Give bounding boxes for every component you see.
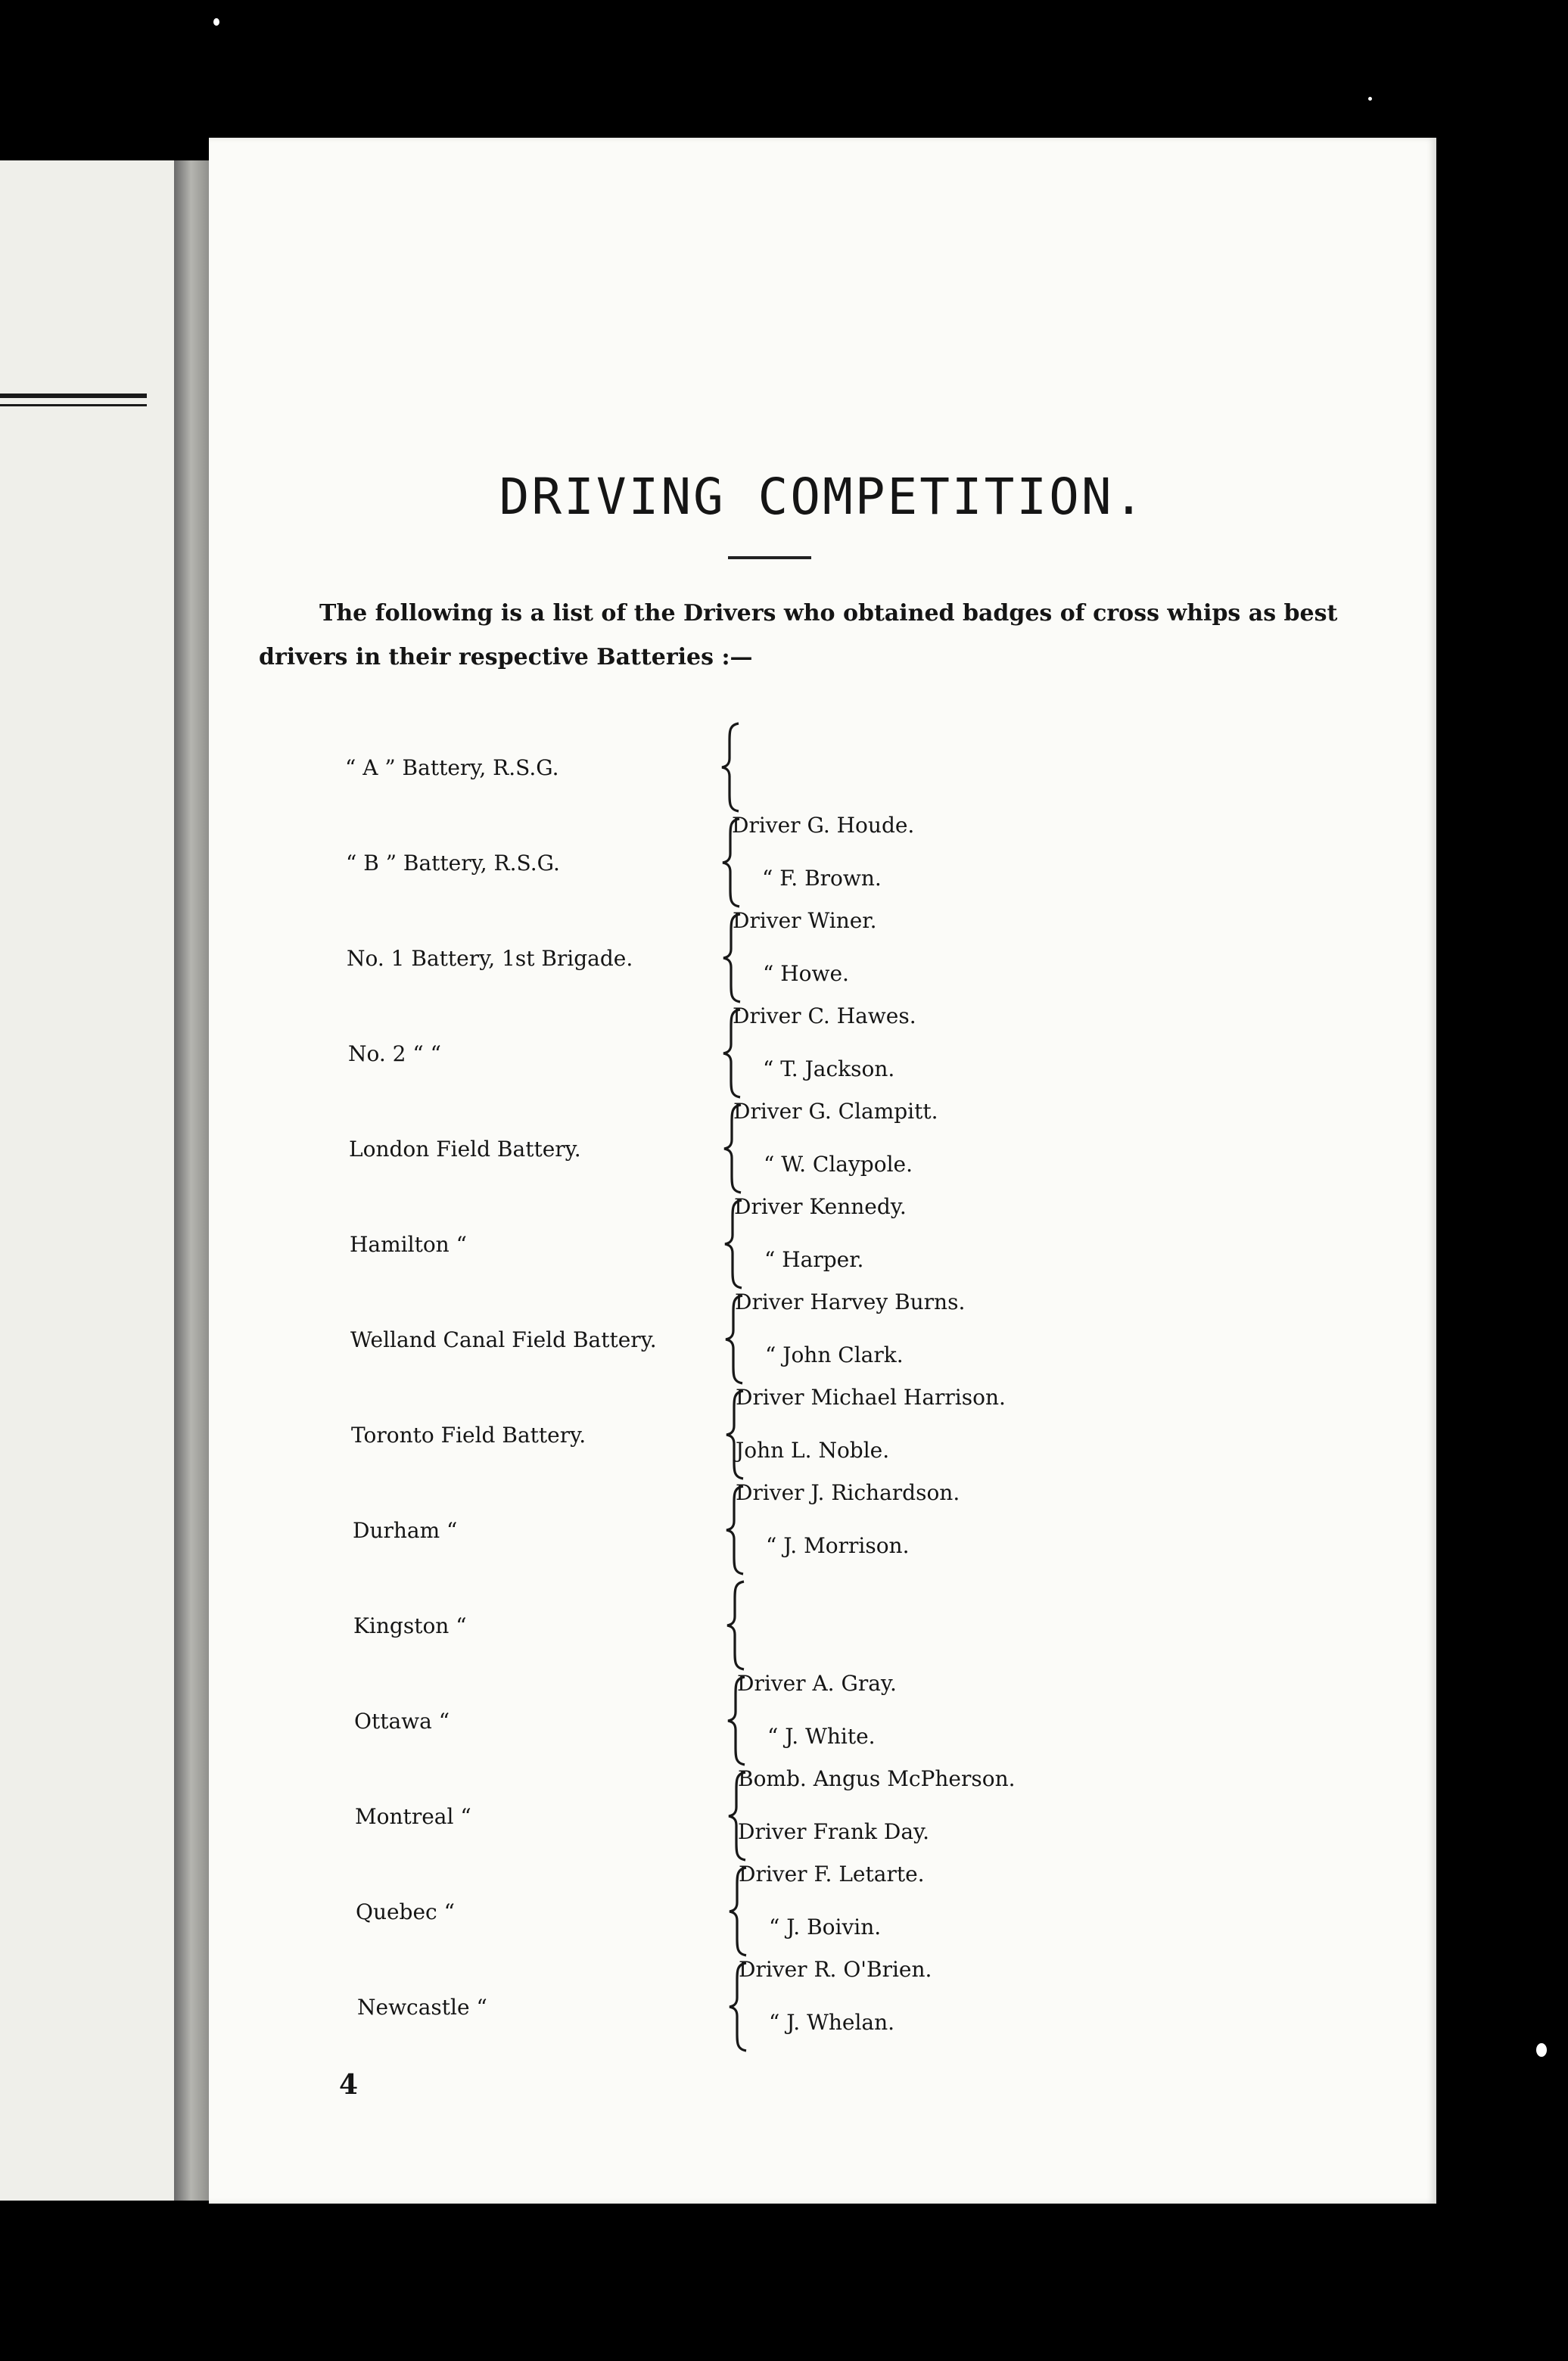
battery-name: No. 2 “ “ xyxy=(348,1041,441,1066)
driver-name: “ J. White. xyxy=(767,1724,876,1749)
driver-name: Driver R. O'Brien. xyxy=(739,1957,932,1982)
left-page-rule xyxy=(0,404,147,406)
driver-name: “ F. Brown. xyxy=(762,866,882,891)
battery-name: London Field Battery. xyxy=(349,1137,581,1162)
driver-name: John L. Noble. xyxy=(736,1438,890,1463)
driver-name: “ J. Boivin. xyxy=(769,1915,882,1940)
film-speck xyxy=(213,18,219,26)
battery-name: Kingston “ xyxy=(353,1613,467,1638)
battery-name: Montreal “ xyxy=(355,1804,471,1829)
driver-name: Driver Frank Day. xyxy=(738,1819,930,1844)
driver-name: Driver C. Hawes. xyxy=(733,1003,916,1028)
battery-name: Hamilton “ xyxy=(350,1232,467,1257)
driver-name: “ John Clark. xyxy=(765,1342,904,1367)
film-speck xyxy=(1536,2043,1547,2057)
document-page xyxy=(209,138,1436,2204)
battery-name: No. 1 Battery, 1st Brigade. xyxy=(347,946,633,971)
title-rule xyxy=(728,556,811,559)
film-speck xyxy=(1368,97,1372,101)
driver-name: “ W. Claypole. xyxy=(764,1152,913,1177)
driver-name: Driver G. Clampitt. xyxy=(733,1099,938,1124)
battery-name: “ A ” Battery, R.S.G. xyxy=(345,755,559,780)
battery-name: “ B ” Battery, R.S.G. xyxy=(346,851,560,876)
driver-name: Driver J. Richardson. xyxy=(736,1480,960,1505)
intro-paragraph: The following is a list of the Drivers who obtained badges of cross whips as best drivers in their respective Batteries :— xyxy=(259,600,1338,670)
page-number: 4 xyxy=(339,2069,359,2101)
driver-name: Driver A. Gray. xyxy=(737,1671,897,1696)
left-page-rule xyxy=(0,394,147,398)
battery-name: Welland Canal Field Battery. xyxy=(350,1327,657,1352)
battery-name: Newcastle “ xyxy=(357,1995,487,2020)
left-page-edge xyxy=(0,160,198,2201)
driver-name: “ J. Whelan. xyxy=(769,2010,895,2035)
driver-name: Driver Kennedy. xyxy=(734,1194,907,1219)
brace-icon xyxy=(717,720,745,814)
battery-name: Ottawa “ xyxy=(354,1709,450,1734)
book-spine xyxy=(174,160,212,2201)
battery-name: Durham “ xyxy=(353,1518,458,1543)
page-title: DRIVING COMPETITION. xyxy=(499,468,1146,526)
driver-name: “ J. Morrison. xyxy=(766,1533,910,1558)
driver-name: “ T. Jackson. xyxy=(763,1056,895,1081)
brace-icon xyxy=(723,1579,750,1672)
driver-name: Driver Harvey Burns. xyxy=(735,1289,966,1314)
driver-name: Driver Michael Harrison. xyxy=(736,1385,1006,1410)
driver-name: “ Howe. xyxy=(763,961,849,986)
battery-name: Quebec “ xyxy=(356,1899,455,1924)
driver-name: Driver Winer. xyxy=(733,908,877,933)
driver-name: Driver F. Letarte. xyxy=(739,1862,925,1887)
battery-name: Toronto Field Battery. xyxy=(351,1423,586,1448)
driver-name: “ Harper. xyxy=(764,1247,864,1272)
driver-name: Driver G. Houde. xyxy=(732,813,915,838)
driver-name: Bomb. Angus McPherson. xyxy=(738,1766,1016,1791)
